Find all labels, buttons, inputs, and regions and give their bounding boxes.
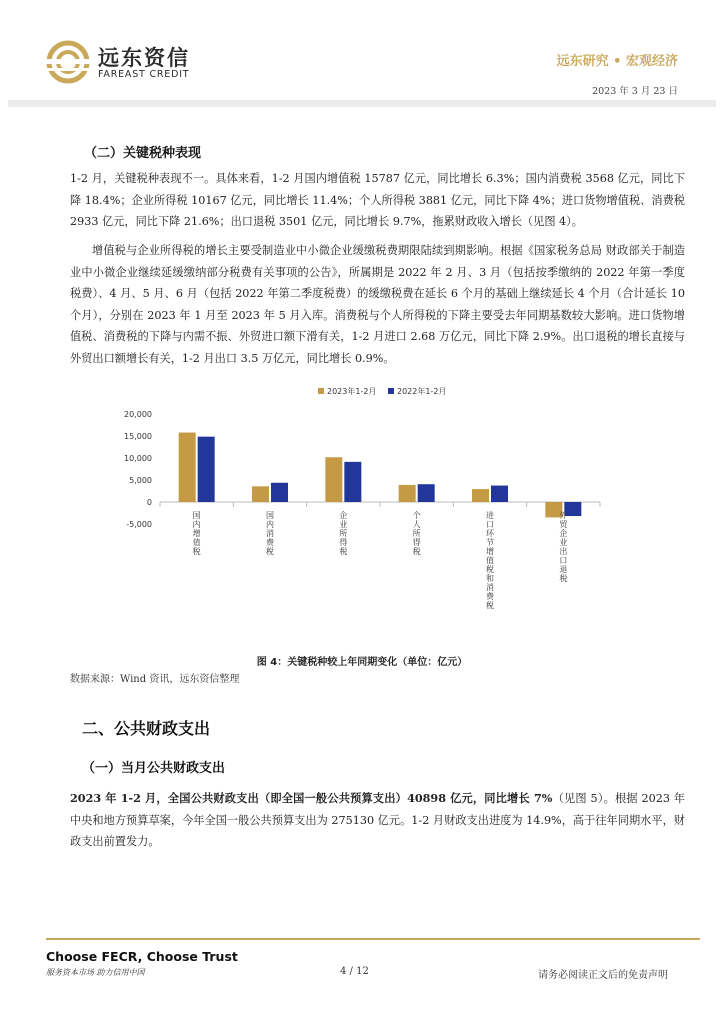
header-divider xyxy=(8,100,716,107)
logo xyxy=(44,40,92,84)
chart-source: 数据来源：Wind 资讯，远东资信整理 xyxy=(70,674,240,685)
x-tick-label: 外贸企业出口退税 xyxy=(559,511,568,583)
x-tick-label: 企业所得税 xyxy=(339,511,348,556)
y-tick-label: 15,000 xyxy=(124,432,152,441)
bar-2022 xyxy=(198,437,215,502)
x-axis-labels xyxy=(193,510,569,610)
footer-slogan: Choose FECR, Choose Trust xyxy=(46,949,238,964)
legend-swatch xyxy=(318,388,324,394)
logo-emblem-icon xyxy=(44,40,92,84)
section-title-public-expenditure: 二、公共财政支出 xyxy=(82,719,211,738)
chart-legend xyxy=(318,386,446,396)
bar-2023 xyxy=(252,486,269,502)
y-tick-label: 20,000 xyxy=(124,410,152,419)
bar-2023 xyxy=(179,433,196,502)
x-tick-label: 国内消费税 xyxy=(266,511,274,556)
subsection-title-monthly-expenditure: （一）当月公共财政支出 xyxy=(82,761,226,776)
logo-name-en: FAREAST CREDIT xyxy=(98,69,190,80)
bar-2023 xyxy=(399,485,416,502)
y-tick-label: -5,000 xyxy=(126,520,152,529)
paragraph-expenditure-lead: 2023 年 1-2 月，全国公共财政支出（即全国一般公共预算支出）40898 亿元，同比增长 7% xyxy=(70,791,553,805)
legend-label: 2022年1-2月 xyxy=(397,387,447,396)
chart-title: 图 4：关键税种较上年同期变化（单位：亿元） xyxy=(256,657,468,668)
paragraph-expenditure xyxy=(70,788,685,853)
legend-label: 2023年1-2月 xyxy=(327,387,377,396)
chart-bars xyxy=(160,433,600,518)
bar-2023 xyxy=(472,489,489,502)
footer-disclaimer: 请务必阅读正文后的免责声明 xyxy=(538,970,668,981)
y-tick-label: 0 xyxy=(146,498,152,507)
logo-name-cn: 远东资信 xyxy=(98,46,190,70)
footer-divider xyxy=(46,938,700,940)
paragraph-key-taxes: 1-2 月，关键税种表现不一。具体来看，1-2 月国内增值税 15787 亿元，同比增长 6.3%；国内消费税 3568 亿元，同比下降 18.4%；企业所得税 10167 亿元，同比增长 11.4%；个人所得税 3881 亿元，同比下降 4%；进口货物增值税、消费税 2933 亿元，同比下降 21.6%；出口退税 3501 亿元，同比增长 9.7%，拖累财政收入增长（见图 4）。 xyxy=(70,172,685,228)
section-title-key-taxes: （二）关键税种表现 xyxy=(84,146,202,161)
x-tick-label: 国内增值税 xyxy=(192,511,201,556)
x-tick-label: 进口环节增值税和消费税 xyxy=(486,511,494,610)
y-tick-label: 5,000 xyxy=(129,476,152,485)
y-tick-label: 10,000 xyxy=(124,454,152,463)
legend-swatch xyxy=(388,388,394,394)
tax-change-chart xyxy=(60,380,680,640)
report-date: 2023 年 3 月 23 日 xyxy=(592,86,678,97)
bar-2022 xyxy=(271,483,288,502)
x-tick-label: 个人所得税 xyxy=(412,511,421,556)
bar-2022 xyxy=(491,486,508,502)
bar-2022 xyxy=(344,462,361,502)
paragraph-tax-analysis: 增值税与企业所得税的增长主要受制造业中小微企业缓缴税费期限陆续到期影响。根据《国家税务总局 财政部关于制造业中小微企业继续延缓缴纳部分税费有关事项的公告》，所属期是 2022 年 2 月、3 月（包括按季缴纳的 2022 年第一季度税费）、4 月、5 月、6 月（包括 2022 年第二季度税费）的缓缴税费在延长 6 个月的基础上继续延长 4 个月（合计延长 10 个月），分别在 2023 年 1 月至 2023 年 5 月入库。消费税与个人所得税的下降主要受去年同期基数较大影响。进口货物增值税、消费税的下降与内需不振、外贸进口额下滑有关，1-2 月进口 2.68 万亿元，同比下降 2.9%。出口退税的增长直接与外贸出口额增长有关，1-2 月出口 3.5 万亿元，同比增长 0.9%。 xyxy=(70,244,685,365)
bar-2022 xyxy=(418,484,435,502)
footer-motto: 服务资本市场 助力信用中国 xyxy=(46,968,145,977)
page-number: 4 / 12 xyxy=(340,966,369,977)
report-category: 远东研究 • 宏观经济 xyxy=(556,54,678,69)
bar-2023 xyxy=(325,457,342,502)
paragraph-expenditure-rest: （见图 5）。根据 2023 年中央和地方预算草案，今年全国一般公共预算支出为 275130 亿元。1-2 月财政支出进度为 14.9%，高于往年同期水平，财政支出前置发力。 xyxy=(70,792,685,848)
